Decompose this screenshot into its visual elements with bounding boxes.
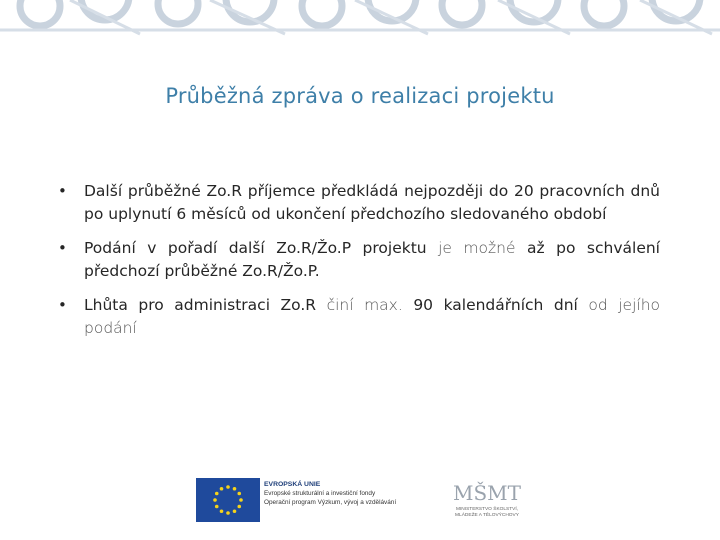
- msmt-emblem-icon: [442, 476, 532, 506]
- eu-star-icon: [213, 498, 217, 502]
- eu-star-icon: [237, 505, 241, 509]
- msmt-emblem-letters: MŠMT: [453, 481, 521, 505]
- eu-star-icon: [215, 505, 219, 509]
- bullet-item: [58, 294, 660, 340]
- eu-star-icon: [220, 509, 224, 513]
- eu-caption: [264, 480, 434, 507]
- bullet-text-segment: činí max.: [326, 296, 414, 314]
- top-decorative-band: [0, 0, 720, 36]
- slide-title: Průběžná zpráva o realizaci projektu: [165, 84, 555, 108]
- eu-star-icon: [237, 492, 241, 496]
- eu-star-icon: [220, 487, 224, 491]
- eu-caption-line: Operační program Výzkum, vývoj a vzdělávání: [264, 499, 397, 506]
- bullet-item: [58, 180, 660, 226]
- bullet-marker: •: [58, 296, 67, 314]
- bullet-text-segment: až po schválení předchozí průběžné Zo.R/Žo.P.: [84, 239, 660, 280]
- msmt-logo: [442, 476, 532, 524]
- msmt-caption-line: MLÁDEŽE A TĚLOVÝCHOVY: [455, 513, 519, 518]
- msmt-caption-line: MINISTERSTVO ŠKOLSTVÍ,: [455, 507, 519, 512]
- eu-star-icon: [233, 509, 237, 513]
- eu-star-icon: [226, 511, 230, 515]
- band-pattern: [0, 0, 720, 36]
- bullet-text-segment: Podání v pořadí další Zo.R/Žo.P projektu: [84, 239, 439, 257]
- bullet-text-segment: je možné: [438, 239, 527, 257]
- eu-star-icon: [233, 487, 237, 491]
- eu-caption-line: Evropské strukturální a investiční fondy: [264, 490, 376, 497]
- eu-star-icon: [239, 498, 243, 502]
- msmt-caption: [442, 507, 532, 519]
- bullet-list: [58, 180, 660, 351]
- footer-logos: [196, 476, 536, 524]
- bullet-text-segment: Lhůta pro administraci Zo.R: [84, 296, 327, 314]
- bullet-marker: •: [58, 182, 67, 200]
- eu-star-icon: [226, 485, 230, 489]
- eu-star-icon: [215, 492, 219, 496]
- bullet-text-segment: 90 kalendářních dní: [413, 296, 589, 314]
- eu-flag-icon: [196, 478, 260, 522]
- bullet-item: [58, 237, 660, 283]
- bullet-text-segment: od jejího podání: [84, 296, 661, 337]
- eu-caption-line: EVROPSKÁ UNIE: [264, 481, 321, 488]
- bullet-text-segment: Další průběžné Zo.R příjemce předkládá nejpozději do 20 pracovních dnů po uplynutí 6 měsíců od ukončení předchozího sledovaného období: [84, 182, 660, 223]
- bullet-marker: •: [58, 239, 67, 257]
